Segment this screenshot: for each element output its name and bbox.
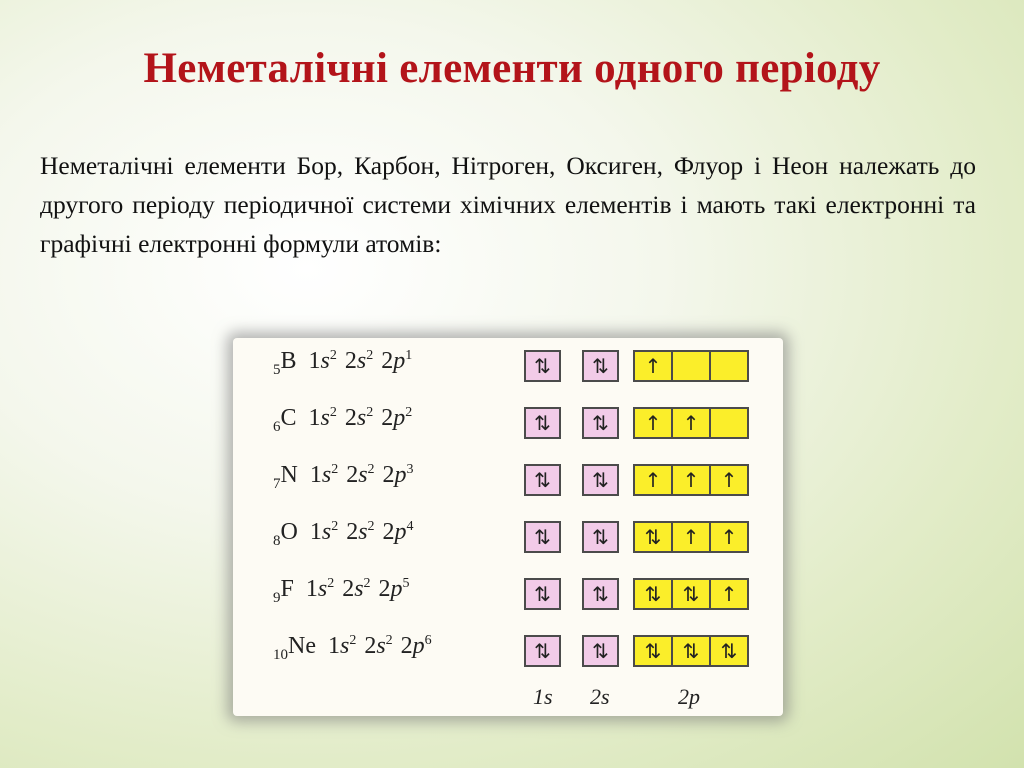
p-orbital-cell — [711, 409, 747, 437]
p-orbital-cell: ↑ — [673, 523, 711, 551]
electron-formula — [273, 576, 418, 607]
orbital-2s: $2s^2$ — [364, 633, 393, 659]
element-symbol: $_6$C — [273, 405, 297, 435]
spin-pair-arrow: ⇅ — [534, 468, 551, 492]
electron-formula — [273, 405, 420, 436]
spin-pair-arrow: ⇅ — [592, 411, 609, 435]
spin-pair-arrow: ⇅ — [534, 639, 551, 663]
orbital-2p: $2p^3$ — [382, 462, 414, 488]
orbital-2s: $2s^2$ — [342, 576, 371, 602]
orbital-2p: $2p^4$ — [382, 519, 414, 545]
element-row — [233, 517, 783, 557]
orbital-1s: $1s^2$ — [309, 462, 339, 488]
orbital-2p: $2p^6$ — [400, 633, 432, 659]
p-orbital-cell: ↑ — [720, 468, 738, 492]
spin-pair-arrow: ⇅ — [592, 354, 609, 378]
spin-pair-arrow: ⇅ — [534, 354, 551, 378]
element-symbol: $_9$F — [273, 576, 294, 606]
electron-formula — [273, 633, 440, 664]
spin-pair-arrow: ⇅ — [592, 525, 609, 549]
orbital-box-2s — [582, 350, 619, 382]
orbital-1s: $1s^2$ — [308, 405, 337, 431]
element-symbol: $_5$B — [273, 348, 297, 378]
orbital-box-2p — [633, 407, 749, 439]
orbital-2s: $2s^2$ — [344, 405, 374, 431]
element-symbol: $_7$N — [273, 462, 298, 492]
element-symbol: $_8$O — [273, 519, 298, 549]
orbital-1s: $1s^2$ — [327, 633, 357, 659]
orbital-box-2p — [633, 350, 749, 382]
orbital-box-1s — [524, 635, 561, 667]
orbital-2p: $2p^5$ — [378, 576, 410, 602]
orbital-2s: $2s^2$ — [346, 519, 375, 545]
orbital-label-2p: 2p — [678, 684, 700, 709]
element-symbol: $_{10}$Ne — [273, 633, 316, 663]
orbital-2p: $2p^1$ — [381, 348, 413, 374]
p-orbital-cell: ⇅ — [635, 523, 673, 551]
orbital-2s: $2s^2$ — [346, 462, 375, 488]
orbital-1s: $1s^2$ — [308, 348, 337, 374]
p-orbital-cell: ↑ — [635, 352, 673, 380]
orbital-2p: $2p^2$ — [381, 405, 413, 431]
p-orbital-cell: ⇅ — [635, 580, 673, 608]
slide-title: Неметалічні елементи одного періоду — [143, 45, 881, 92]
electron-formula — [273, 462, 422, 493]
element-row — [233, 346, 783, 386]
p-orbital-cell: ↑ — [673, 466, 711, 494]
orbital-box-2s — [582, 464, 619, 496]
element-row — [233, 631, 783, 671]
intro-paragraph: Неметалічні елементи Бор, Карбон, Нітроген, Оксиген, Флуор і Неон належать до другого періоду періодичної системи хімічних елементів і мають такі електронні та графічні електронні формули атомів: — [40, 151, 976, 258]
p-orbital-cell: ↑ — [720, 582, 738, 606]
orbital-box-1s — [524, 521, 561, 553]
orbital-box-2s — [582, 635, 619, 667]
spin-pair-arrow: ⇅ — [592, 468, 609, 492]
p-orbital-cell: ↑ — [635, 409, 673, 437]
p-orbital-cell — [711, 352, 747, 380]
orbital-2s: $2s^2$ — [344, 348, 374, 374]
spin-pair-arrow: ⇅ — [534, 525, 551, 549]
element-row — [233, 403, 783, 443]
orbital-box-1s — [524, 350, 561, 382]
orbital-box-2s — [582, 578, 619, 610]
orbital-box-2p — [633, 464, 749, 496]
element-row — [233, 460, 783, 500]
p-orbital-cell: ↑ — [720, 525, 738, 549]
orbital-box-2s — [582, 407, 619, 439]
orbital-label-2s: 2s — [590, 684, 610, 709]
spin-pair-arrow: ⇅ — [592, 639, 609, 663]
orbital-box-2p — [633, 521, 749, 553]
orbital-1s: $1s^2$ — [305, 576, 335, 602]
orbital-box-1s — [524, 407, 561, 439]
orbital-box-2s — [582, 521, 619, 553]
p-orbital-cell: ⇅ — [635, 637, 673, 665]
p-orbital-cell: ⇅ — [673, 580, 711, 608]
orbital-box-2p — [633, 635, 749, 667]
p-orbital-cell: ↑ — [635, 466, 673, 494]
orbital-1s: $1s^2$ — [309, 519, 339, 545]
p-orbital-cell: ⇅ — [673, 637, 711, 665]
p-orbital-cell: ⇅ — [720, 639, 738, 663]
element-row — [233, 574, 783, 614]
spin-pair-arrow: ⇅ — [534, 582, 551, 606]
p-orbital-cell — [673, 352, 711, 380]
spin-pair-arrow: ⇅ — [592, 582, 609, 606]
orbital-box-2p — [633, 578, 749, 610]
electron-formula — [273, 519, 422, 550]
orbital-box-1s — [524, 578, 561, 610]
orbital-box-1s — [524, 464, 561, 496]
electron-formula — [273, 348, 420, 379]
orbital-label-1s: 1s — [533, 684, 553, 709]
electron-config-table — [233, 338, 783, 716]
p-orbital-cell: ↑ — [673, 409, 711, 437]
spin-pair-arrow: ⇅ — [534, 411, 551, 435]
